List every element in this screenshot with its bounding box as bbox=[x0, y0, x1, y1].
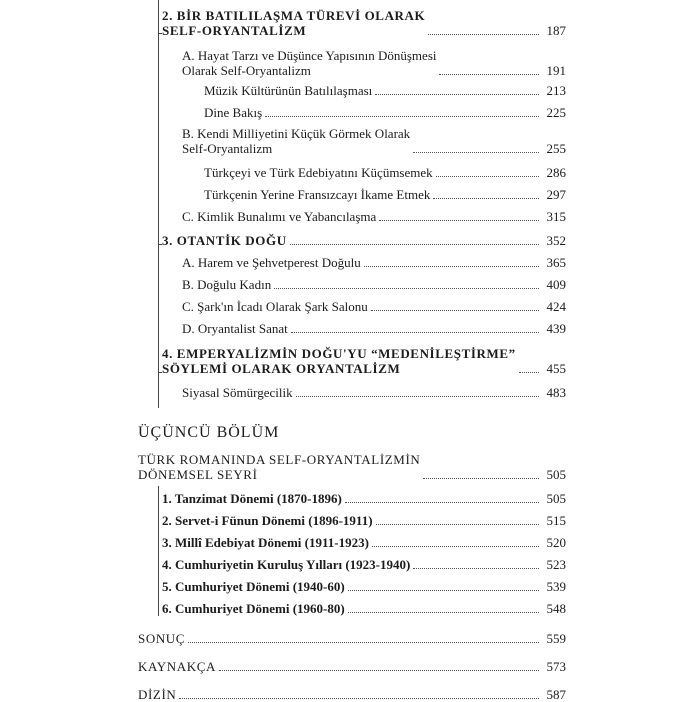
toc-entry-label: Türkçenin Yerine Fransızcayı İkame Etmek bbox=[204, 187, 431, 202]
dot-leader bbox=[290, 244, 539, 245]
toc-entry-page: 573 bbox=[546, 659, 566, 674]
toc-entry-label: 2. BİR BATILILAŞMA TÜREVİ OLARAK bbox=[162, 8, 426, 23]
toc-entry-page: 187 bbox=[546, 23, 566, 38]
toc-entry-page: 297 bbox=[546, 187, 566, 202]
toc-entry-label-line2: Self-Oryantalizm bbox=[182, 141, 273, 156]
toc-entry[interactable] bbox=[182, 202, 566, 224]
toc-entry-label: 3. OTANTİK DOĞU bbox=[162, 233, 287, 248]
dot-leader bbox=[371, 310, 539, 311]
toc-entry[interactable] bbox=[204, 98, 566, 120]
toc-entry-page: 587 bbox=[546, 687, 566, 702]
toc-entry-page: 539 bbox=[546, 579, 566, 594]
toc-entry[interactable] bbox=[162, 528, 566, 550]
toc-entry[interactable] bbox=[182, 314, 566, 336]
toc-entry[interactable] bbox=[204, 180, 566, 202]
toc-entry-label: B. Doğulu Kadın bbox=[182, 277, 272, 292]
toc-entry-page: 483 bbox=[546, 385, 566, 400]
dot-leader bbox=[379, 220, 539, 221]
bracket-tick bbox=[158, 244, 162, 245]
toc-entry[interactable] bbox=[182, 248, 566, 270]
toc-entry-page: 286 bbox=[546, 165, 566, 180]
section-heading: ÜÇÜNCÜ BÖLÜM bbox=[138, 424, 280, 441]
toc-entry[interactable] bbox=[162, 594, 566, 616]
toc-entry-page: 548 bbox=[546, 601, 566, 616]
toc-entry[interactable] bbox=[204, 158, 566, 180]
toc-entry-label: 2. Servet-i Fünun Dönemi (1896-1911) bbox=[162, 513, 373, 528]
toc-entry-label: A. Harem ve Şehvetperest Doğulu bbox=[182, 255, 361, 270]
dot-leader bbox=[433, 198, 539, 199]
toc-entry-page: 352 bbox=[546, 233, 566, 248]
dot-leader bbox=[274, 288, 539, 289]
dot-leader bbox=[413, 568, 539, 569]
toc-entry-page: 409 bbox=[546, 277, 566, 292]
toc-entry[interactable] bbox=[162, 0, 566, 38]
toc-entry-page: 315 bbox=[546, 209, 566, 224]
dot-leader bbox=[375, 94, 539, 95]
toc-entry-page: 439 bbox=[546, 321, 566, 336]
dot-leader bbox=[439, 74, 539, 75]
toc-entry-label-line2: Olarak Self-Oryantalizm bbox=[182, 63, 311, 78]
toc-entry[interactable] bbox=[182, 378, 566, 400]
toc-entry-label: 3. Millî Edebiyat Dönemi (1911-1923) bbox=[162, 535, 369, 550]
dot-leader bbox=[376, 524, 539, 525]
toc-entry-page: 191 bbox=[546, 63, 566, 78]
dot-leader bbox=[345, 502, 539, 503]
toc-entry-label: 4. EMPERYALİZMİN DOĞU'YU “MEDENİLEŞTİRME” bbox=[162, 346, 516, 361]
toc-entry[interactable] bbox=[182, 118, 566, 156]
toc-entry[interactable] bbox=[138, 680, 566, 702]
toc-entry-page: 213 bbox=[546, 83, 566, 98]
dot-leader bbox=[188, 642, 539, 643]
toc-entry-page: 559 bbox=[546, 631, 566, 646]
toc-entry-label: C. Şark'ın İcadı Olarak Şark Salonu bbox=[182, 299, 368, 314]
toc-entry-label: 5. Cumhuriyet Dönemi (1940-60) bbox=[162, 579, 345, 594]
toc-entry-page: 455 bbox=[546, 361, 566, 376]
toc-entry-label: TÜRK ROMANINDA SELF-ORYANTALİZMİN bbox=[138, 452, 421, 467]
toc-entry[interactable] bbox=[182, 292, 566, 314]
toc-entry[interactable] bbox=[138, 652, 566, 674]
toc-entry-label: C. Kimlik Bunalımı ve Yabancılaşma bbox=[182, 209, 377, 224]
toc-entry[interactable] bbox=[162, 550, 566, 572]
bracket-tick bbox=[158, 33, 162, 34]
dot-leader bbox=[413, 152, 539, 153]
toc-entry-label: D. Oryantalist Sanat bbox=[182, 321, 288, 336]
toc-entry[interactable] bbox=[162, 484, 566, 506]
toc-entry-page: 505 bbox=[546, 467, 566, 482]
dot-leader bbox=[423, 478, 539, 479]
dot-leader bbox=[219, 670, 539, 671]
toc-entry-label: KAYNAKÇA bbox=[138, 659, 216, 674]
toc-entry-label: Türkçeyi ve Türk Edebiyatını Küçümsemek bbox=[204, 165, 433, 180]
upper-bracket-line bbox=[158, 0, 159, 408]
toc-entry-label: A. Hayat Tarzı ve Düşünce Yapısının Dönüşmesi bbox=[182, 48, 437, 63]
toc-entry-page: 225 bbox=[546, 105, 566, 120]
toc-entry[interactable] bbox=[162, 338, 566, 376]
toc-entry[interactable] bbox=[182, 270, 566, 292]
dot-leader bbox=[364, 266, 539, 267]
toc-entry-label: 6. Cumhuriyet Dönemi (1960-80) bbox=[162, 601, 345, 616]
toc-entry-label: Siyasal Sömürgecilik bbox=[182, 385, 293, 400]
toc-entry[interactable] bbox=[162, 506, 566, 528]
bracket-tick bbox=[158, 372, 162, 373]
toc-entry-label: B. Kendi Milliyetini Küçük Görmek Olarak bbox=[182, 126, 411, 141]
dot-leader bbox=[265, 116, 539, 117]
toc-entry[interactable] bbox=[162, 226, 566, 248]
toc-entry-label-line2: DÖNEMSEL SEYRİ bbox=[138, 467, 258, 482]
toc-entry-label-line2: SÖYLEMİ OLARAK ORYANTALİZM bbox=[162, 361, 401, 376]
toc-entry-label: Müzik Kültürünün Batılılaşması bbox=[204, 83, 373, 98]
dot-leader bbox=[436, 176, 539, 177]
dot-leader bbox=[291, 332, 539, 333]
toc-entry-label: 4. Cumhuriyetin Kuruluş Yılları (1923-1940) bbox=[162, 557, 411, 572]
toc-entry-label: Dine Bakış bbox=[204, 105, 263, 120]
toc-entry-label-line2: SELF-ORYANTALİZM bbox=[162, 23, 307, 38]
toc-entry-page: 255 bbox=[546, 141, 566, 156]
dot-leader bbox=[428, 34, 539, 35]
dot-leader bbox=[519, 372, 539, 373]
dot-leader bbox=[372, 546, 539, 547]
toc-entry[interactable] bbox=[204, 76, 566, 98]
toc-entry-page: 505 bbox=[546, 491, 566, 506]
toc-entry-page: 424 bbox=[546, 299, 566, 314]
toc-entry-page: 523 bbox=[546, 557, 566, 572]
toc-entry-page: 520 bbox=[546, 535, 566, 550]
toc-entry-label: DİZİN bbox=[138, 687, 177, 702]
dot-leader bbox=[348, 590, 539, 591]
lower-bracket-line bbox=[158, 486, 159, 616]
toc-entry[interactable] bbox=[138, 444, 566, 482]
dot-leader bbox=[179, 698, 539, 699]
toc-entry-page: 365 bbox=[546, 255, 566, 270]
toc-entry[interactable] bbox=[182, 40, 566, 78]
dot-leader bbox=[348, 612, 539, 613]
toc-entry-page: 515 bbox=[546, 513, 566, 528]
toc-entry-label: 1. Tanzimat Dönemi (1870-1896) bbox=[162, 491, 342, 506]
toc-entry-label: SONUÇ bbox=[138, 631, 186, 646]
dot-leader bbox=[296, 396, 539, 397]
toc-entry[interactable] bbox=[162, 572, 566, 594]
toc-entry[interactable] bbox=[138, 624, 566, 646]
